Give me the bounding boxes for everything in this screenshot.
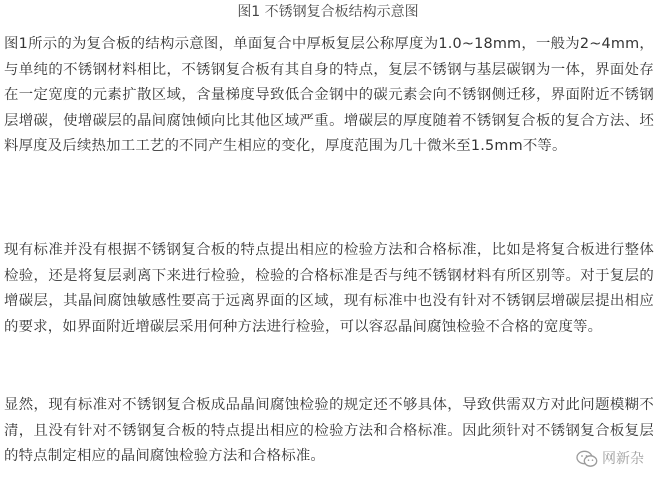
paragraph-3: 显然，现有标准对不锈钢复合板成品晶间腐蚀检验的规定还不够具体，导致供需双方对此问题模糊不清，且没有针对不锈钢复合板的特点提出相应的检验方法和合格标准。因此须针对不锈钢复合板复层的特点制定相应的晶间腐蚀检验方法和合格标准。 [4, 397, 654, 464]
figure-caption: 图1 不锈钢复合板结构示意图 [237, 4, 419, 20]
wechat-icon [576, 450, 598, 468]
watermark [574, 449, 646, 469]
paragraph-1: 图1所示的为复合板的结构示意图，单面复合中厚板复层公称厚度为1.0~18mm，一般为2~4mm，与单纯的不锈钢材料相比，不锈钢复合板有其自身的特点，复层不锈钢与基层碳钢为一体，界面处存在一定宽度的元素扩散区域，含量梯度导致低合金钢中的碳元素会向不锈钢侧迁移，界面附近不锈钢层增碳，使增碳层的晶间腐蚀倾向比其他区域严重。增碳层的厚度随着不锈钢复合板的复合方法、坯料厚度及后续热加工工艺的不同产生相应的变化，厚度范围为几十微米至1.5mm不等。 [4, 36, 654, 154]
watermark-text: 网新杂 [602, 451, 644, 467]
paragraph-2: 现有标准并没有根据不锈钢复合板的特点提出相应的检验方法和合格标准，比如是将复合板进行整体检验，还是将复层剥离下来进行检验，检验的合格标准是否与纯不锈钢材料有所区别等。对于复层的增碳层，其晶间腐蚀敏感性要高于远离界面的区域，现有标准中也没有针对不锈钢层增碳层提出相应的要求，如界面附近增碳层采用何种方法进行检验，可以容忍晶间腐蚀检验不合格的宽度等。 [4, 242, 654, 335]
